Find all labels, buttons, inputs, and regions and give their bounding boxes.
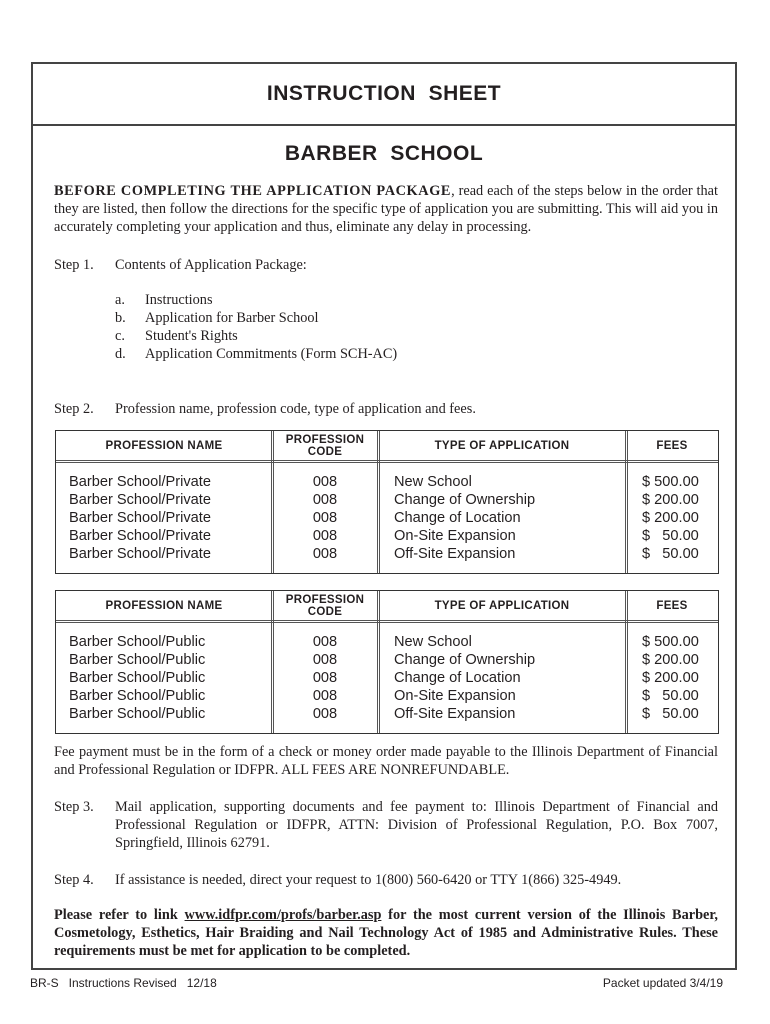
header-profession-name: PROFESSION NAME bbox=[105, 439, 223, 452]
table-header-row bbox=[56, 431, 718, 463]
step4-label: Step 4. bbox=[54, 872, 94, 888]
list-item-text: Instructions bbox=[145, 292, 213, 308]
list-item-letter: b. bbox=[115, 310, 126, 326]
table-row bbox=[56, 545, 718, 563]
cell-fee: $ 500.00 bbox=[642, 634, 699, 650]
cell-application-type: Off-Site Expansion bbox=[394, 546, 516, 562]
table-row bbox=[56, 473, 718, 491]
list-item bbox=[115, 309, 319, 327]
table-row bbox=[56, 491, 718, 509]
fee-payment-note: Fee payment must be in the form of a check or money order made payable to the Illinois Department of Financial and Professional Regulation or IDFPR. ALL FEES ARE NONREFUNDABLE. bbox=[54, 744, 718, 778]
header-fees: FEES bbox=[656, 599, 688, 612]
table-header-row bbox=[56, 591, 718, 623]
intro-paragraph bbox=[54, 182, 718, 236]
idfpr-barber-link[interactable]: www.idfpr.com/profs/barber.asp bbox=[184, 907, 382, 923]
table-row bbox=[56, 633, 718, 651]
cell-application-type: Change of Ownership bbox=[394, 492, 536, 508]
cell-profession-code: 008 bbox=[312, 670, 338, 686]
list-item bbox=[115, 327, 238, 345]
step2-label: Step 2. bbox=[54, 401, 94, 417]
cell-profession-code: 008 bbox=[312, 492, 338, 508]
cell-fee: $ 500.00 bbox=[642, 474, 699, 490]
intro-lead: BEFORE COMPLETING THE APPLICATION PACKAGE bbox=[54, 183, 452, 199]
cell-profession-code: 008 bbox=[312, 634, 338, 650]
cell-application-type: Change of Location bbox=[394, 510, 521, 526]
reference-paragraph bbox=[54, 906, 718, 960]
header-type-of-application: TYPE OF APPLICATION bbox=[434, 439, 570, 452]
cell-application-type: New School bbox=[394, 634, 472, 650]
step1-text: Contents of Application Package: bbox=[115, 257, 307, 273]
list-item-letter: c. bbox=[115, 328, 125, 344]
cell-fee: $ 50.00 bbox=[642, 706, 699, 722]
cell-application-type: On-Site Expansion bbox=[394, 528, 516, 544]
header-profession-name: PROFESSION NAME bbox=[105, 599, 223, 612]
header-profession-code: PROFESSION CODE bbox=[285, 433, 365, 458]
sheet-title: INSTRUCTION SHEET bbox=[266, 82, 502, 105]
cell-profession-name: Barber School/Private bbox=[69, 528, 211, 544]
document-subtitle: BARBER SCHOOL bbox=[284, 142, 484, 165]
cell-profession-code: 008 bbox=[312, 546, 338, 562]
cell-profession-code: 008 bbox=[312, 510, 338, 526]
cell-profession-code: 008 bbox=[312, 688, 338, 704]
reference-text-before: Please refer to link bbox=[54, 907, 185, 923]
list-item bbox=[115, 291, 213, 309]
cell-profession-name: Barber School/Private bbox=[69, 492, 211, 508]
cell-profession-name: Barber School/Public bbox=[69, 706, 206, 722]
cell-profession-name: Barber School/Public bbox=[69, 688, 206, 704]
step2-text: Profession name, profession code, type of application and fees. bbox=[115, 401, 476, 417]
table-row bbox=[56, 687, 718, 705]
title-band bbox=[33, 64, 735, 126]
cell-fee: $ 200.00 bbox=[642, 652, 699, 668]
cell-application-type: Change of Ownership bbox=[394, 652, 536, 668]
intro-text: , read each of the steps below in the order that they are listed, then follow the directions for the specific type of application you are submitting. This will aid you in accurately completing your application and thus, eliminate any delay in processing. bbox=[54, 183, 718, 235]
cell-fee: $ 50.00 bbox=[642, 546, 699, 562]
cell-profession-code: 008 bbox=[312, 706, 338, 722]
document-frame bbox=[31, 62, 737, 970]
cell-application-type: On-Site Expansion bbox=[394, 688, 516, 704]
cell-profession-name: Barber School/Private bbox=[69, 546, 211, 562]
list-item-text: Application Commitments (Form SCH-AC) bbox=[145, 346, 398, 362]
list-item-text: Application for Barber School bbox=[145, 310, 319, 326]
footer-revision: BR-S Instructions Revised 12/18 bbox=[30, 976, 217, 990]
header-type-of-application: TYPE OF APPLICATION bbox=[434, 599, 570, 612]
cell-application-type: Change of Location bbox=[394, 670, 521, 686]
reference-text-after: for the most current version of the Illinois Barber, Cosmetology, Esthetics, Hair Braiding and Nail Technology Act of 1985 and Administrative Rules. These requirements must be met for application to be completed. bbox=[54, 907, 718, 959]
cell-profession-name: Barber School/Private bbox=[69, 474, 211, 490]
header-profession-code: PROFESSION CODE bbox=[285, 593, 365, 618]
cell-profession-code: 008 bbox=[312, 528, 338, 544]
table-body bbox=[56, 473, 718, 563]
cell-profession-code: 008 bbox=[312, 474, 338, 490]
cell-fee: $ 200.00 bbox=[642, 670, 699, 686]
cell-fee: $ 50.00 bbox=[642, 528, 699, 544]
list-item-letter: d. bbox=[115, 346, 126, 362]
fee-table-public bbox=[55, 590, 719, 734]
cell-fee: $ 50.00 bbox=[642, 688, 699, 704]
cell-profession-name: Barber School/Public bbox=[69, 670, 206, 686]
table-row bbox=[56, 705, 718, 723]
table-row bbox=[56, 509, 718, 527]
cell-application-type: New School bbox=[394, 474, 472, 490]
fee-table-private bbox=[55, 430, 719, 574]
cell-fee: $ 200.00 bbox=[642, 510, 699, 526]
cell-profession-name: Barber School/Public bbox=[69, 652, 206, 668]
table-row bbox=[56, 527, 718, 545]
header-fees: FEES bbox=[656, 439, 688, 452]
list-item-letter: a. bbox=[115, 292, 125, 308]
cell-fee: $ 200.00 bbox=[642, 492, 699, 508]
cell-application-type: Off-Site Expansion bbox=[394, 706, 516, 722]
footer-packet-date: Packet updated 3/4/19 bbox=[602, 976, 723, 990]
step3-text: Mail application, supporting documents and fee payment to: Illinois Department of Financial and Professional Regulation or IDFPR, ATTN: Division of Professional Regulation, P.O. Box 7007, Springfield, Illinois 62791. bbox=[115, 799, 718, 851]
table-row bbox=[56, 669, 718, 687]
table-body bbox=[56, 633, 718, 723]
table-row bbox=[56, 651, 718, 669]
cell-profession-name: Barber School/Public bbox=[69, 634, 206, 650]
list-item bbox=[115, 345, 397, 363]
step3-label: Step 3. bbox=[54, 799, 94, 815]
step1-label: Step 1. bbox=[54, 257, 94, 273]
list-item-text: Student's Rights bbox=[145, 328, 238, 344]
step4-text: If assistance is needed, direct your request to 1(800) 560-6420 or TTY 1(866) 325-4949. bbox=[115, 872, 622, 888]
cell-profession-name: Barber School/Private bbox=[69, 510, 211, 526]
cell-profession-code: 008 bbox=[312, 652, 338, 668]
